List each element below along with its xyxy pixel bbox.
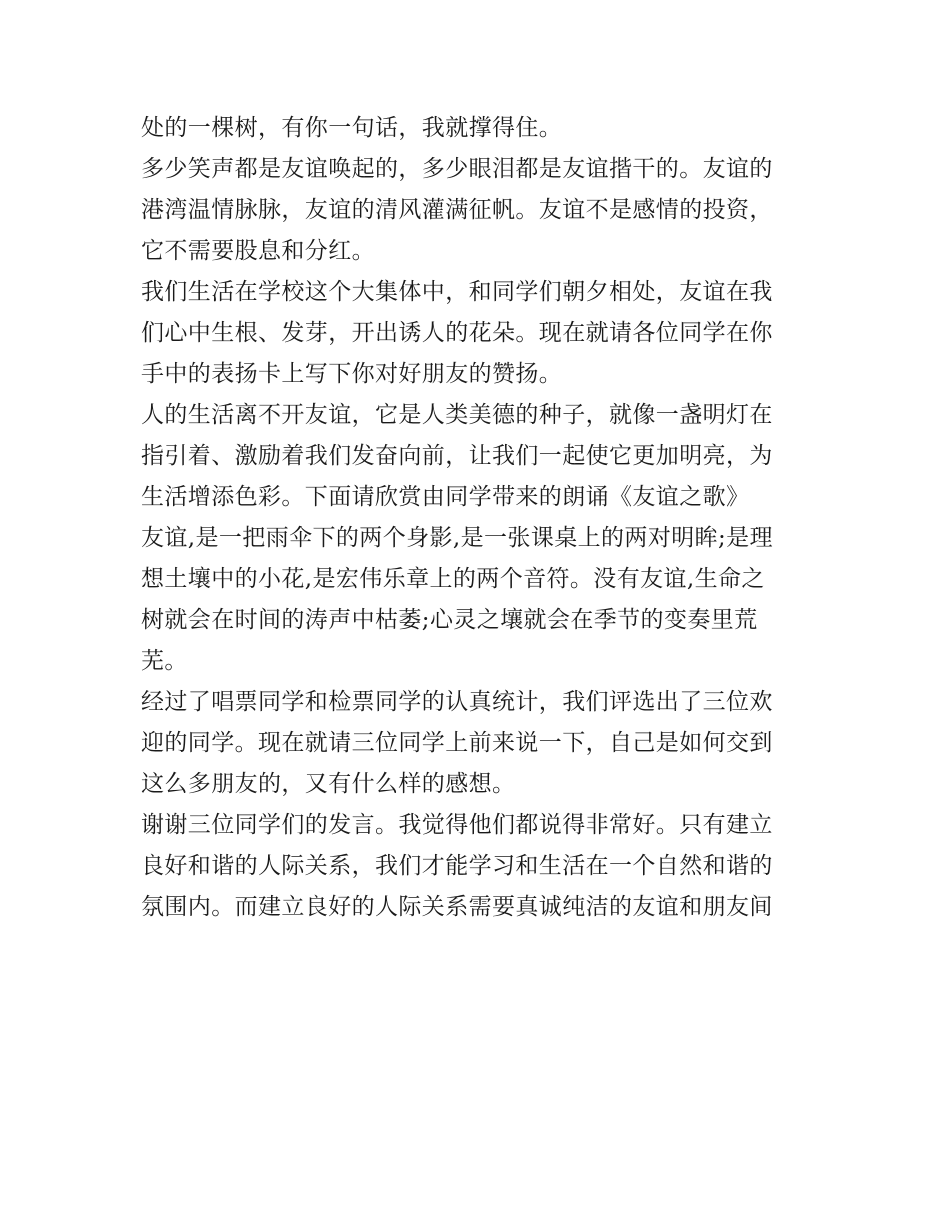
text-line: 我们生活在学校这个大集体中，和同学们朝夕相处，友谊在我 [141,279,773,305]
text-line: 们心中生根、发芽，开出诱人的花朵。现在就请各位同学在你 [141,320,773,346]
document-body [141,108,821,928]
text-line: 人的生活离不开友谊，它是人类美德的种子，就像一盏明灯在 [141,402,773,428]
text-line: 迎的同学。现在就请三位同学上前来说一下，自己是如何交到 [141,730,773,756]
text-line: 处的一棵树，有你一句话，我就撑得住。 [141,115,563,141]
text-line: 想土壤中的小花,是宏伟乐章上的两个音符。没有友谊,生命之 [141,566,765,592]
text-line: 指引着、激励着我们发奋向前，让我们一起使它更加明亮，为 [141,443,773,469]
text-line: 它不需要股息和分红。 [141,238,375,264]
text-line: 树就会在时间的涛声中枯萎;心灵之壤就会在季节的变奏里荒 [141,607,758,633]
text-line: 友谊,是一把雨伞下的两个身影,是一张课桌上的两对明眸;是理 [141,525,773,551]
text-line: 多少笑声都是友谊唤起的，多少眼泪都是友谊揩干的。友谊的 [141,156,773,182]
text-line: 生活增添色彩。下面请欣赏由同学带来的朗诵《友谊之歌》 [141,484,750,510]
text-line: 手中的表扬卡上写下你对好朋友的赞扬。 [141,361,563,387]
text-line: 这么多朋友的，又有什么样的感想。 [141,771,516,797]
text-line: 港湾温情脉脉，友谊的清风灌满征帆。友谊不是感情的投资， [141,197,773,223]
text-line: 谢谢三位同学们的发言。我觉得他们都说得非常好。只有建立 [141,812,773,838]
text-line: 经过了唱票同学和检票同学的认真统计，我们评选出了三位欢 [141,689,773,715]
text-line: 芜。 [141,648,188,674]
text-line: 良好和谐的人际关系，我们才能学习和生活在一个自然和谐的 [141,853,773,879]
text-line: 氛围内。而建立良好的人际关系需要真诚纯洁的友谊和朋友间 [141,894,773,920]
